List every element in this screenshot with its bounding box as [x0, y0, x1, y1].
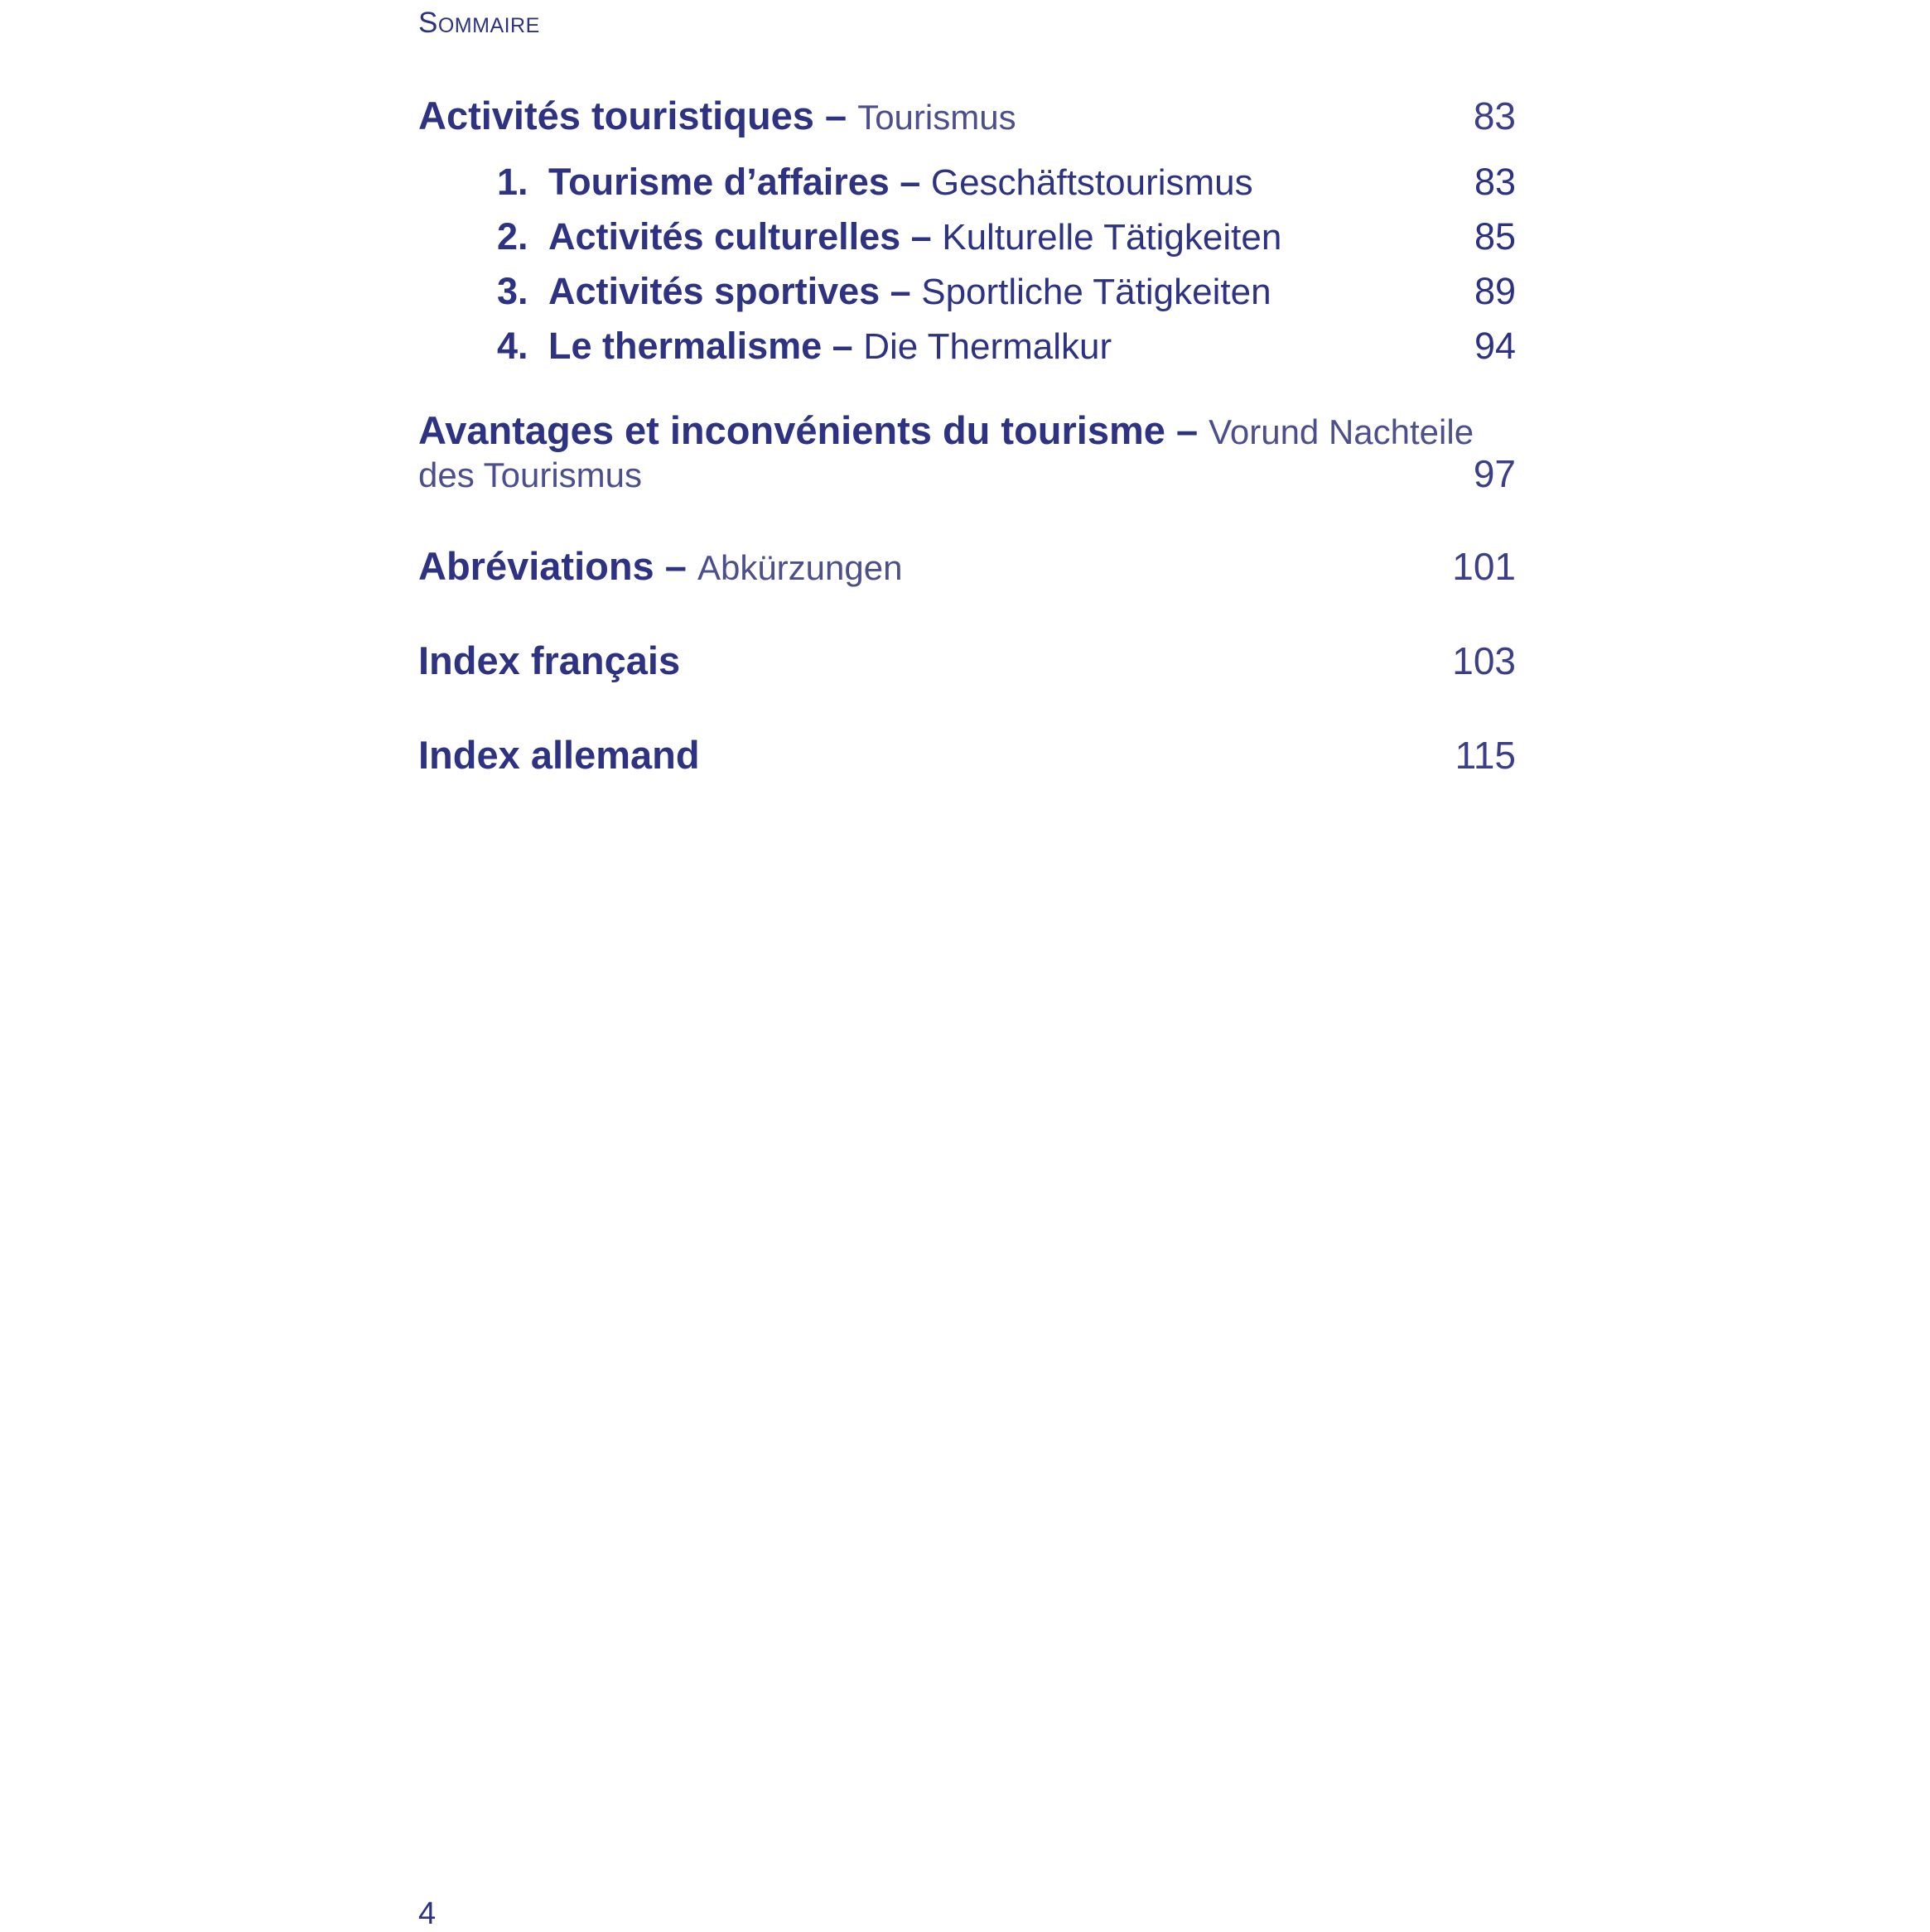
toc-title-fr: Activités sportives –	[548, 270, 911, 312]
toc-subentry-3[interactable]	[497, 268, 1516, 316]
toc-entry-index-francais[interactable]	[418, 636, 1516, 686]
toc-title-fr: Abréviations –	[418, 544, 687, 588]
toc-subentry-2[interactable]	[497, 214, 1516, 261]
toc-page-number: 83	[1474, 161, 1516, 203]
toc-entry-index-allemand[interactable]	[418, 730, 1516, 780]
toc-page-number: 94	[1474, 325, 1516, 367]
toc-title-fr: Tourisme d’affaires –	[548, 161, 921, 203]
toc-entry-abreviations[interactable]	[418, 542, 1516, 593]
toc-page-number: 103	[1452, 639, 1516, 682]
toc-title-de-continued: des Tourismus	[418, 455, 643, 494]
toc-subentry-4[interactable]	[497, 323, 1516, 370]
toc-subentry-number: 4.	[497, 325, 528, 367]
toc-entry-activites-touristiques[interactable]	[418, 91, 1516, 142]
toc-title-fr: Activités touristiques –	[418, 94, 847, 137]
toc-title-de: Abkürzungen	[697, 548, 903, 587]
toc-title-fr: Activités culturelles –	[548, 215, 932, 258]
toc-title-de: Die Thermalkur	[863, 326, 1112, 367]
toc-entry-avantages[interactable]	[418, 406, 1516, 494]
toc-title-de: Sportliche Tätigkeiten	[921, 272, 1271, 312]
toc-subentry-number: 3.	[497, 270, 528, 312]
toc-page-number: 115	[1455, 734, 1516, 777]
toc-page-number: 97	[1473, 452, 1516, 495]
toc-title-de: Kulturelle Tätigkeiten	[942, 217, 1282, 258]
toc-page-number: 85	[1474, 215, 1516, 258]
toc-title-fr: Index allemand	[418, 733, 700, 777]
toc-page-number: 101	[1452, 545, 1516, 588]
toc-subentry-number: 2.	[497, 215, 528, 258]
toc-title-de: Geschäftstourismus	[930, 162, 1253, 203]
toc-title-de: Vorund Nachteile	[1209, 412, 1474, 451]
toc-page-number: 83	[1473, 94, 1516, 137]
toc-page-number: 89	[1474, 270, 1516, 312]
toc-title-de: Tourismus	[857, 98, 1016, 137]
toc-title-fr: Avantages et inconvénients du tourisme –	[418, 408, 1199, 452]
toc-title-fr: Index français	[418, 638, 681, 682]
toc-title-fr: Le thermalisme –	[548, 325, 853, 367]
running-header: Sommaire	[418, 7, 540, 39]
toc-subentry-number: 1.	[497, 161, 528, 203]
toc-subentry-1[interactable]	[497, 159, 1516, 206]
page-number: 4	[418, 1896, 437, 1931]
